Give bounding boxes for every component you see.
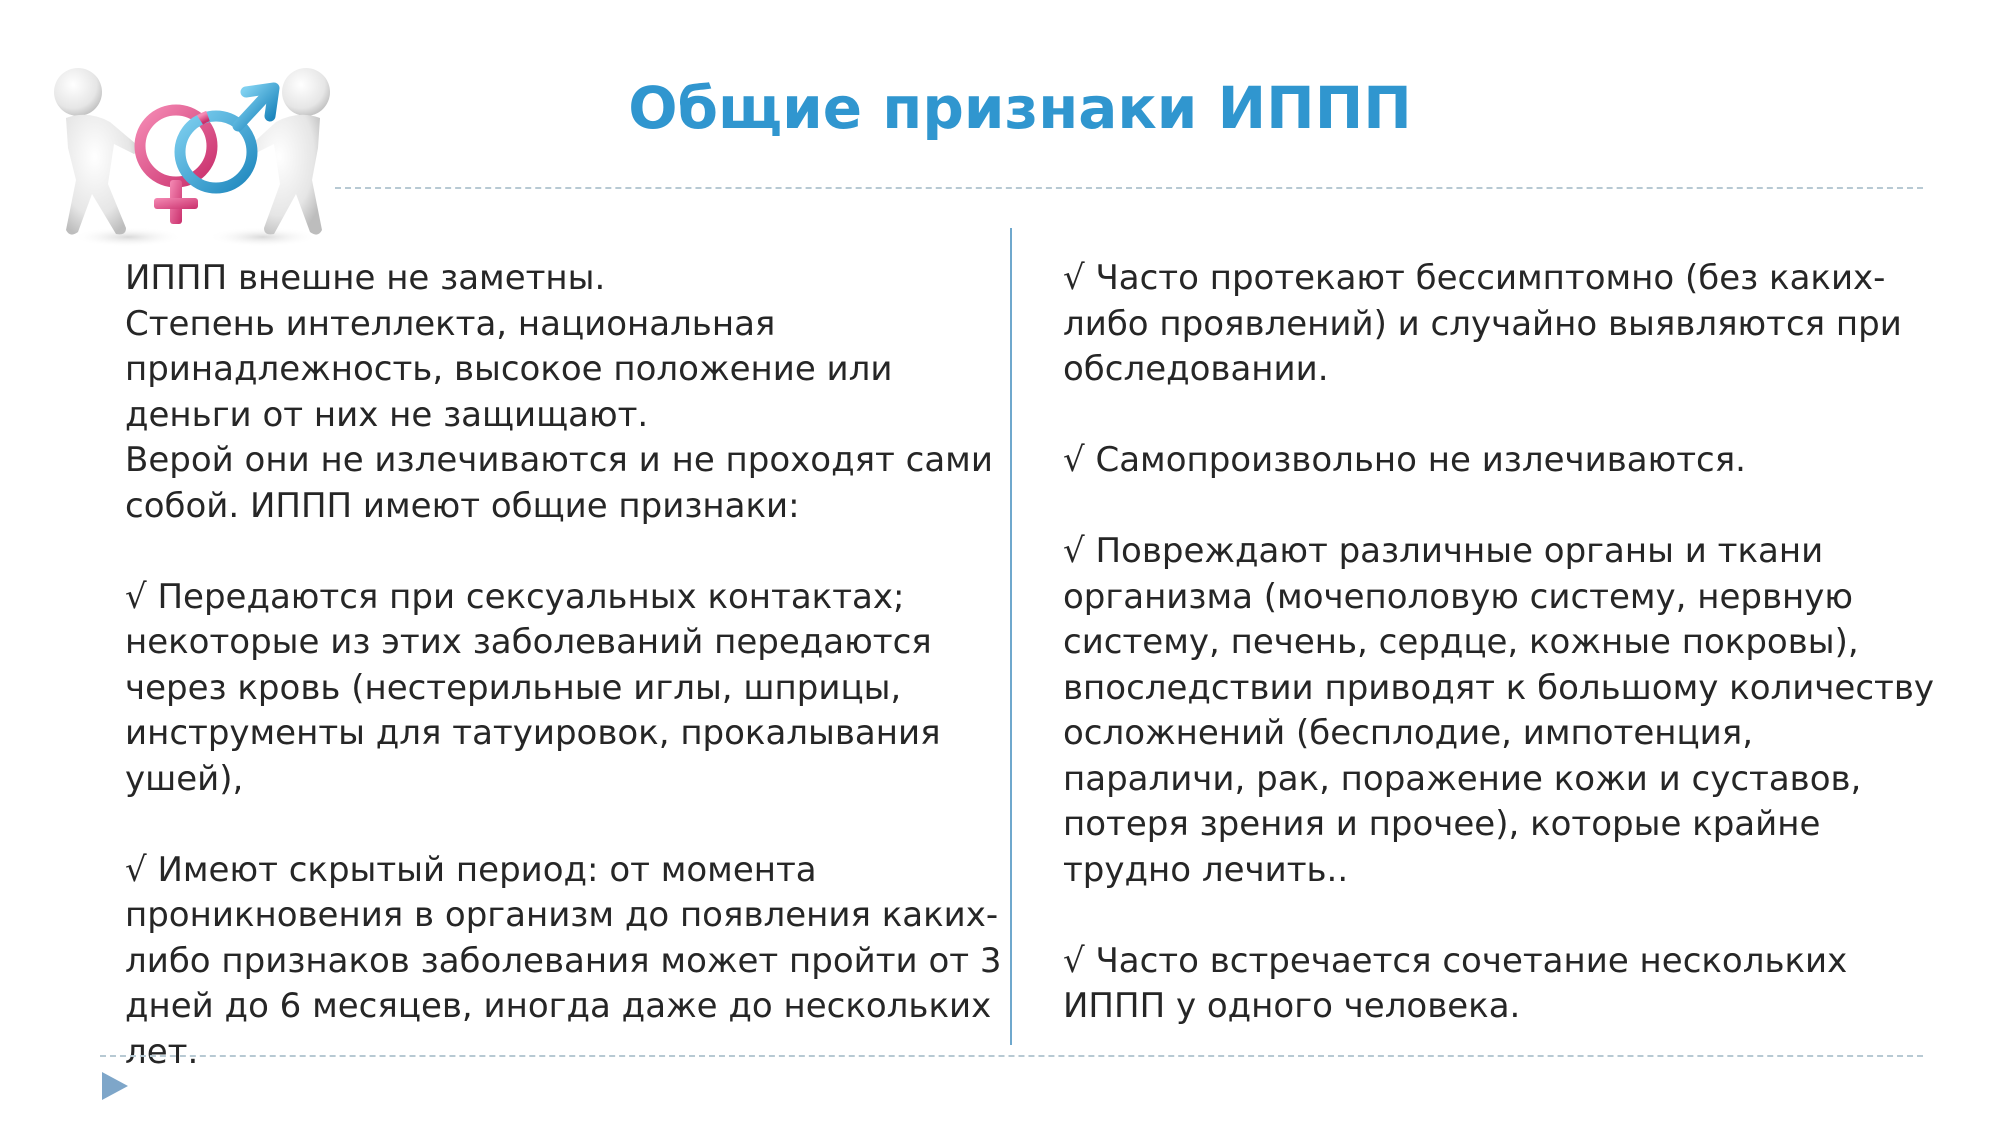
right-paragraph-1: √ Часто протекают бессимптомно (без каких-либо проявлений) и случайно выявляются при обследовании. <box>1063 258 1902 389</box>
left-paragraph-1: ИППП внешне не заметны. <box>125 258 606 298</box>
left-paragraph-3: Верой они не излечиваются и не проходят сами собой. ИППП имеют общие признаки: <box>125 440 993 526</box>
left-paragraph-2: Степень интеллекта, национальная принадлежность, высокое положение или деньги от них не защищают. <box>125 303 893 435</box>
paragraph-gap <box>1063 393 1943 439</box>
left-paragraph-5: √ Имеют скрытый период: от момента проникновения в организм до появления каких-либо признаков заболевания может пройти от 3 дней до 6 месяцев, иногда даже до нескольких лет. <box>125 849 1002 1072</box>
paragraph-gap <box>1063 484 1943 530</box>
footer-divider <box>100 1055 1923 1057</box>
right-paragraph-4: √ Часто встречается сочетание нескольких ИППП у одного человека. <box>1063 940 1848 1026</box>
paragraph-gap <box>1063 893 1943 939</box>
slide-title: Общие признаки ИППП <box>628 74 1412 142</box>
play-triangle-icon[interactable] <box>102 1072 128 1100</box>
paragraph-gap <box>125 529 1005 575</box>
column-divider <box>1010 228 1012 1045</box>
right-paragraph-2: √ Самопроизвольно не излечиваются. <box>1063 440 1746 480</box>
paragraph-gap <box>125 802 1005 848</box>
right-paragraph-3: √ Повреждают различные органы и ткани организма (мочеполовую систему, нервную систему, печень, сердце, кожные покровы), впоследствии приводят к большому количеству осложнений (бесплодие, импотенция, параличи, рак, поражение кожи и суставов, потеря зрения и прочее), которые крайне трудно лечить.. <box>1063 531 1934 890</box>
left-paragraph-4: √ Передаются при сексуальных контактах; некоторые из этих заболеваний передаются через кровь (нестерильные иглы, шприцы, инструменты для татуировок, прокалывания ушей), <box>125 576 941 799</box>
title-divider <box>335 187 1923 189</box>
left-column <box>125 256 1005 1075</box>
gender-symbols-figures-icon <box>48 52 338 252</box>
right-column <box>1063 256 1943 1030</box>
